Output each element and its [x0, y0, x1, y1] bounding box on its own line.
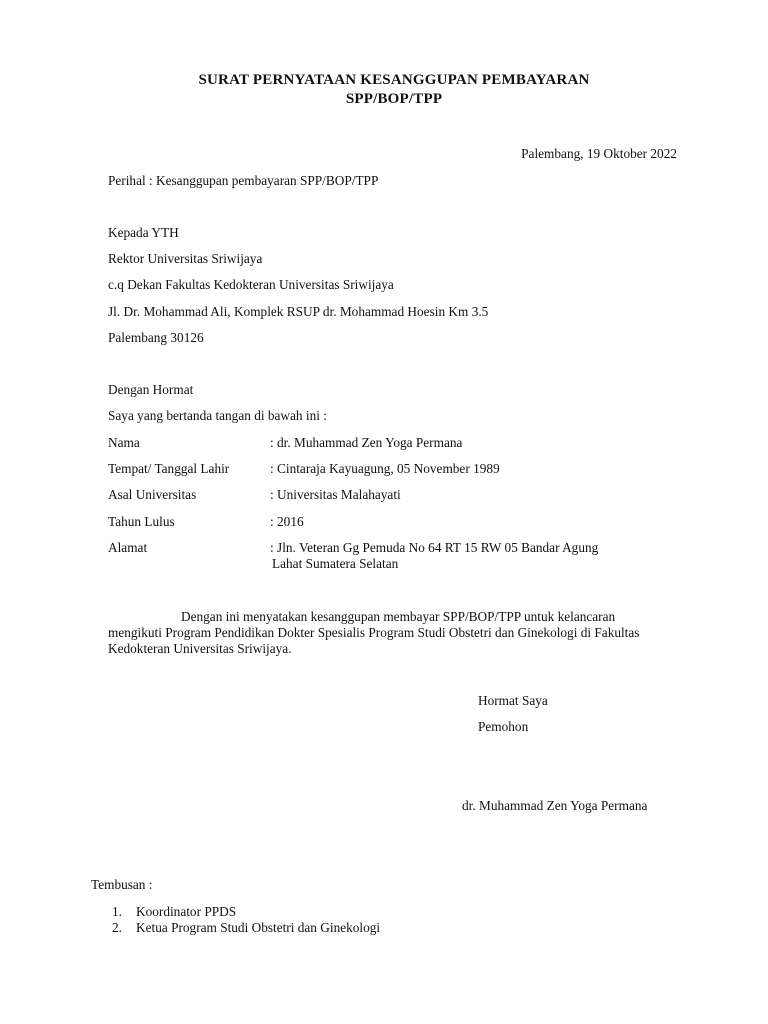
- cc-item-text: Koordinator PPDS: [136, 904, 237, 919]
- closing-regards: Hormat Saya: [478, 693, 548, 708]
- signatory-name: dr. Muhammad Zen Yoga Permana: [462, 798, 648, 813]
- field-label-address: Alamat: [108, 540, 148, 555]
- recipient-line-4: Palembang 30126: [108, 330, 204, 345]
- field-value-graduation: : 2016: [270, 514, 304, 529]
- recipient-line-3: Jl. Dr. Mohammad Ali, Komplek RSUP dr. Mohammad Hoesin Km 3.5: [108, 304, 489, 319]
- field-value-university: : Universitas Malahayati: [270, 487, 401, 502]
- recipient-line-2: c.q Dekan Fakultas Kedokteran Universitas Sriwijaya: [108, 277, 394, 292]
- letter-title-line1: SURAT PERNYATAAN KESANGGUPAN PEMBAYARAN: [198, 72, 590, 88]
- cc-item-number: 2.: [112, 920, 122, 935]
- closing-role: Pemohon: [478, 719, 529, 734]
- recipient-line-1: Rektor Universitas Sriwijaya: [108, 251, 263, 266]
- cc-heading: Tembusan :: [91, 877, 153, 892]
- cc-item-text: Ketua Program Studi Obstetri dan Ginekologi: [136, 920, 381, 935]
- field-label-name: Nama: [108, 435, 140, 450]
- statement-text: Dengan ini menyatakan kesanggupan membayar SPP/BOP/TPP untuk kelancaran mengikuti Program Pendidikan Dokter Spesialis Program Studi Obstetri dan Ginekologi di Fakultas Kedokteran Universitas Sriwijaya.: [108, 609, 640, 656]
- recipient-salutation: Kepada YTH: [108, 225, 179, 240]
- letter-date: Palembang, 19 Oktober 2022: [521, 146, 677, 161]
- field-label-university: Asal Universitas: [108, 487, 197, 502]
- letter-title-line2: SPP/BOP/TPP: [345, 91, 443, 107]
- statement-paragraph: [108, 609, 668, 657]
- greeting: Dengan Hormat: [108, 382, 194, 397]
- intro-text: Saya yang bertanda tangan di bawah ini :: [108, 408, 327, 423]
- field-label-birth: Tempat/ Tanggal Lahir: [108, 461, 230, 476]
- field-value-address-line2: Lahat Sumatera Selatan: [272, 556, 399, 571]
- field-value-name: : dr. Muhammad Zen Yoga Permana: [270, 435, 463, 450]
- letter-subject: Perihal : Kesanggupan pembayaran SPP/BOP/TPP: [108, 173, 379, 188]
- field-value-address-line1: : Jln. Veteran Gg Pemuda No 64 RT 15 RW 05 Bandar Agung: [270, 540, 599, 555]
- field-label-graduation: Tahun Lulus: [108, 514, 175, 529]
- field-value-birth: : Cintaraja Kayuagung, 05 November 1989: [270, 461, 500, 476]
- cc-item-number: 1.: [112, 904, 122, 919]
